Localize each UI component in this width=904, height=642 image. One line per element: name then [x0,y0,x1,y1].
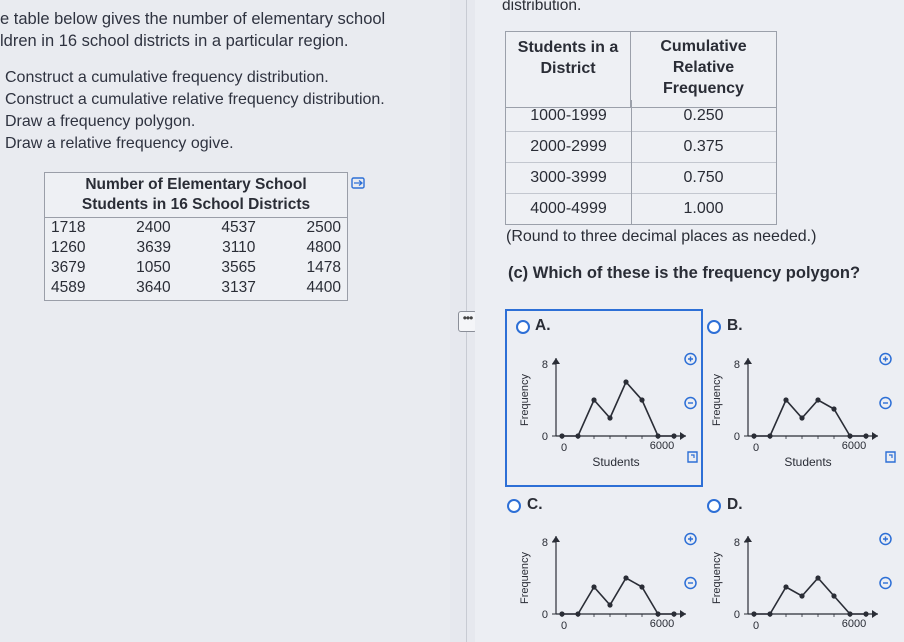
polygon-point [575,433,580,438]
y-tick-label: 8 [541,359,548,371]
polygon-point [655,433,660,438]
y-axis-arrow [744,536,752,542]
option-b-label: B. [727,317,743,334]
option-c-radio[interactable] [507,499,521,513]
table-row [506,100,776,131]
task-item: Construct a cumulative frequency distribution. [5,69,329,86]
polygon-point [607,415,612,420]
polygon-point [751,433,756,438]
frequency-polygon [562,382,674,436]
students-data-table [44,172,348,301]
polygon-point [799,415,804,420]
polygon-point [655,611,660,616]
col-header-students [506,32,631,108]
polygon-point [591,584,596,589]
table-cell: 2400 [136,219,171,236]
x-tick-label: 0 [752,442,760,454]
y-axis-arrow [552,358,560,364]
intro-line-2: ldren in 16 school districts in a particular region. [0,32,349,50]
x-axis-arrow [872,610,878,618]
x-axis-label: Students [784,455,832,469]
polygon-point [639,584,644,589]
round-note: (Round to three decimal places as needed.) [506,228,817,245]
option-d-radio[interactable] [707,499,721,513]
intro-line-1: e table below gives the number of elementary school [0,10,386,28]
option-c-graph [510,518,700,642]
polygon-point [815,575,820,580]
polygon-point [575,611,580,616]
table-row [45,258,347,278]
data-table-header [45,173,347,218]
frequency-polygon [754,400,866,436]
table-cell: 3679 [51,259,86,276]
table-cell: 1050 [136,259,171,276]
task-item: Draw a frequency polygon. [5,113,196,130]
zoom-out-icon[interactable] [684,396,697,410]
x-tick-label: 6000 [841,618,867,630]
table-row [506,193,776,224]
option-b-radio[interactable] [707,320,721,334]
cumulative-relative-frequency-table [505,31,777,225]
x-tick-label: 0 [560,620,568,632]
table-row [506,162,776,193]
option-b-graph [702,340,892,480]
zoom-out-icon[interactable] [684,576,697,590]
option-a-radio[interactable] [516,320,530,334]
previous-text: distribution. [502,0,582,14]
option-d-graph [702,518,892,642]
task-list [5,67,385,155]
polygon-point [831,593,836,598]
zoom-in-icon[interactable] [879,352,892,366]
polygon-point [639,397,644,402]
polygon-point [815,397,820,402]
header-line: Frequency [663,80,744,97]
table-cell: 4589 [51,279,86,296]
col-header-cumulative [631,32,776,108]
value-cell: 0.750 [683,169,724,186]
polygon-point [799,593,804,598]
polygon-point [751,611,756,616]
polygon-point [831,406,836,411]
table-row [506,131,776,162]
frequency-polygon [562,578,674,614]
polygon-point [559,433,564,438]
range-cell: 3000-3999 [506,162,632,193]
x-axis-label: Students [592,455,640,469]
option-d-label: D. [727,496,743,513]
table-cell: 3565 [221,259,256,276]
y-axis-arrow [744,358,752,364]
expand-icon[interactable] [884,450,897,464]
table-cell: 3640 [136,279,171,296]
zoom-in-icon[interactable] [684,532,697,546]
polygon-point [847,433,852,438]
polygon-point [623,379,628,384]
table-cell: 3137 [221,279,256,296]
question-c: (c) Which of these is the frequency polygon? [508,264,861,282]
value-cell: 0.375 [683,138,724,155]
y-axis-arrow [552,536,560,542]
polygon-point [767,611,772,616]
x-axis-arrow [680,610,686,618]
polygon-point [623,575,628,580]
y-tick-label: 0 [733,609,740,621]
polygon-point [671,433,676,438]
expand-icon[interactable] [686,450,699,464]
table-row [45,238,347,258]
y-axis-label: Frequency [519,552,531,604]
polygon-point [863,433,868,438]
y-axis-label: Frequency [711,374,723,426]
x-tick-label: 0 [560,442,568,454]
table-row [45,278,347,300]
y-axis-label: Frequency [519,374,531,426]
y-tick-label: 0 [541,431,548,443]
x-tick-label: 6000 [649,618,675,630]
table-cell: 1260 [51,239,86,256]
value-cell: 0.250 [683,107,724,124]
zoom-in-icon[interactable] [684,352,697,366]
range-cell: 1000-1999 [506,100,632,131]
polygon-point [863,611,868,616]
header-line: Cumulative [660,38,747,55]
polygon-point [591,397,596,402]
problem-intro [0,8,385,52]
more-button[interactable]: ••• [458,311,477,332]
range-cell: 4000-4999 [506,193,632,224]
x-tick-label: 6000 [649,440,675,452]
header-line: Students in a [517,39,619,56]
option-c-label: C. [527,496,543,513]
table-cell: 4800 [306,239,341,256]
header-line: Relative [672,59,735,76]
zoom-in-icon[interactable] [879,532,892,546]
table-cell: 3639 [136,239,172,256]
table-cell: 1478 [306,259,341,276]
y-axis-label: Frequency [711,552,723,604]
polygon-point [559,611,564,616]
polygon-point [607,602,612,607]
y-tick-label: 8 [541,537,548,549]
option-a-graph [510,340,700,480]
x-axis-arrow [680,432,686,440]
task-item: Draw a relative frequency ogive. [5,135,234,152]
polygon-point [847,611,852,616]
polygon-point [783,397,788,402]
table-cell: 3110 [222,239,256,256]
table-row [45,218,347,238]
x-tick-label: 0 [752,620,760,632]
y-tick-label: 0 [541,609,548,621]
zoom-out-icon[interactable] [879,396,892,410]
x-axis-arrow [872,432,878,440]
option-a-label: A. [535,317,551,334]
zoom-out-icon[interactable] [879,576,892,590]
y-tick-label: 0 [733,431,740,443]
polygon-point [671,611,676,616]
table-cell: 1718 [51,219,86,236]
data-table-header-line: Students in 16 School Districts [81,196,311,213]
data-table-header-line: Number of Elementary School [85,176,307,193]
task-item: Construct a cumulative relative frequency distribution. [5,91,385,108]
table-cell: 4537 [221,219,256,236]
frequency-polygon [754,578,866,614]
table-cell: 4400 [306,279,341,296]
x-tick-label: 6000 [841,440,867,452]
y-tick-label: 8 [733,537,740,549]
header-line: District [540,60,596,77]
table-cell: 2500 [306,219,341,236]
range-cell: 2000-2999 [506,131,632,162]
y-tick-label: 8 [733,359,740,371]
polygon-point [783,584,788,589]
copy-data-icon[interactable] [351,177,365,189]
value-cell: 1.000 [683,200,724,217]
polygon-point [767,433,772,438]
problem-pane [0,0,450,642]
